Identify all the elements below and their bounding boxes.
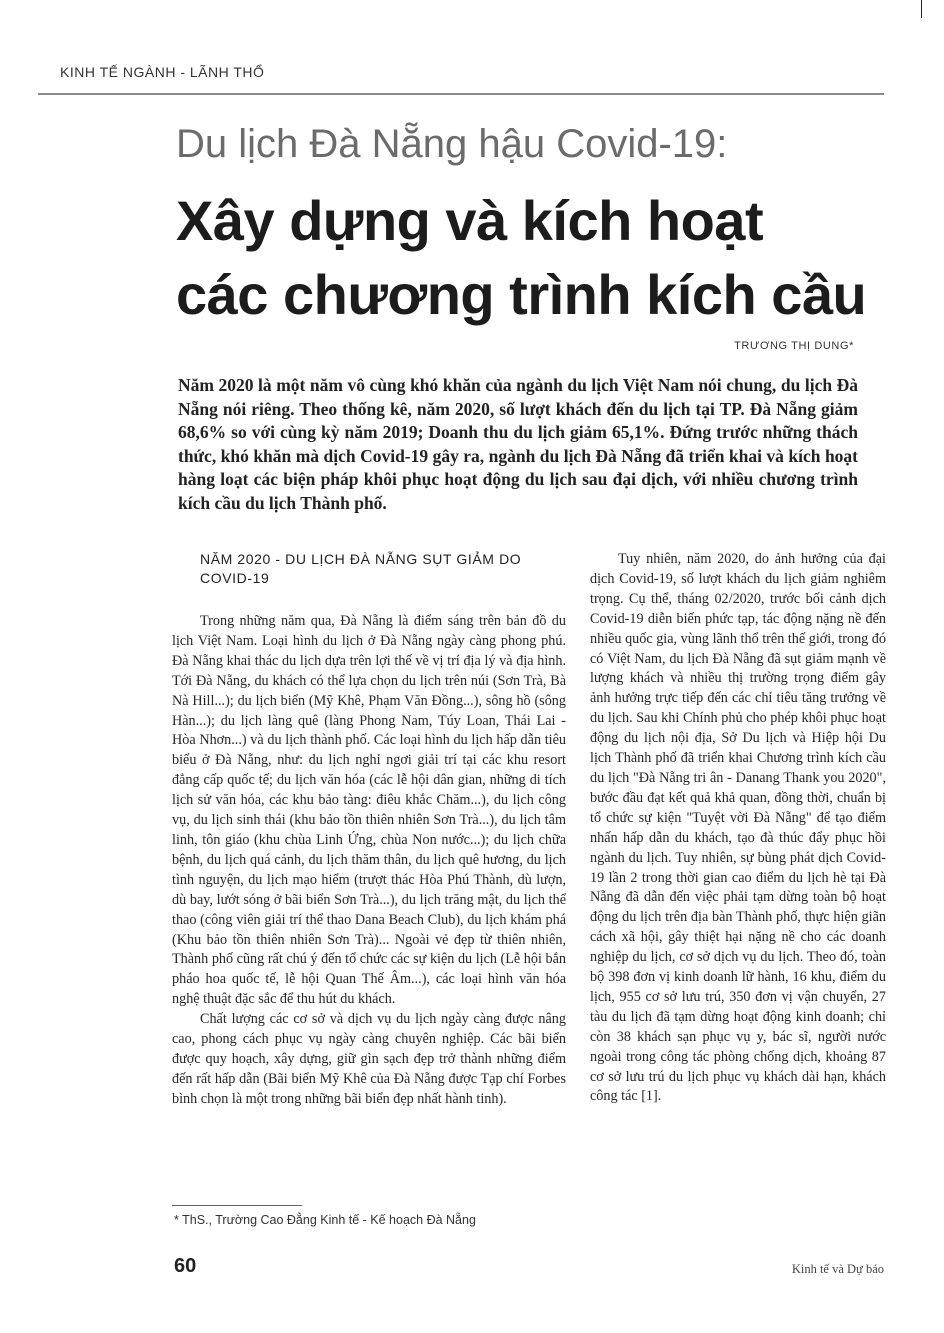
left-column: [172, 550, 566, 1110]
journal-name: Kinh tế và Dự báo: [791, 1262, 884, 1276]
body-paragraph: Tuy nhiên, năm 2020, do ảnh hưởng của đại dịch Covid-19, số lượt khách du lịch giảm nghiêm trọng. Cụ thể, tháng 02/2020, trước bối cảnh dịch Covid-19 diễn biến phức tạp, tác động nặng nề đến nhiều quốc gia, vùng lãnh thổ trên thế giới, trong đó có Việt Nam, du lịch Đà Nẵng đã sụt giảm mạnh về lượng khách và nhiều thị trường trọng điểm gây ảnh hưởng trực tiếp đến các chỉ tiêu tăng trưởng về du lịch. Sau khi Chính phủ cho phép khôi phục hoạt động du lịch nội địa, Sở Du lịch và Hiệp hội Du lịch Thành phố đã triển khai Chương trình kích cầu du lịch "Đà Nẵng tri ân - Danang Thank you 2020", bước đầu đạt kết quả khả quan, đồng thời, chuẩn bị tổ chức sự kiện "Tuyệt vời Đà Nẵng" để tạo điểm nhấn hấp dẫn du khách, tạo đà thúc đẩy phục hồi ngành du lịch. Tuy nhiên, sự bùng phát dịch Covid-19 lần 2 trong thời gian cao điểm du lịch hè tại Đà Nẵng đã dẫn đến việc phải tạm dừng toàn bộ hoạt động du lịch trên địa bàn Thành phố, thực hiện giãn cách xã hội, gây thiệt hại nặng nề cho các doanh nghiệp du lịch, cơ sở dịch vụ du lịch. Theo đó, toàn bộ 398 đơn vị kinh doanh lữ hành, 16 khu, điểm du lịch, 955 cơ sở lưu trú, 350 đơn vị vận chuyển, 27 tàu du lịch đã tạm dừng hoạt động kinh doanh; chỉ còn 38 khách sạn phục vụ y, bác sĩ, người nước ngoài trong công tác phòng chống dịch, khoảng 87 cơ sở lưu trú du lịch phục vụ khách dài hạn, khách công tác [1].: [590, 551, 886, 1105]
section-heading: NĂM 2020 - DU LỊCH ĐÀ NẴNG SỤT GIẢM DO COVID-19: [200, 551, 522, 586]
footnote-divider: [172, 1205, 302, 1206]
section-label: KINH TẾ NGÀNH - LÃNH THỔ: [60, 64, 265, 80]
article-title-line-1: Xây dựng và kích hoạt: [176, 189, 764, 252]
crop-mark: [921, 0, 922, 18]
author-footnote: * ThS., Trường Cao Đẳng Kinh tế - Kế hoạch Đà Nẵng: [174, 1213, 476, 1227]
body-paragraph: Chất lượng các cơ sở và dịch vụ du lịch ngày càng được nâng cao, phong cách phục vụ ngày càng chuyên nghiệp. Các bãi biển được quy hoạch, xây dựng, giữ gìn sạch đẹp trở thành những điểm đến rất hấp dẫn (Bãi biển Mỹ Khê của Đà Nẵng được Tạp chí Forbes bình chọn là một trong những bãi biển đẹp nhất hành tinh).: [172, 1011, 566, 1107]
body-paragraph: Trong những năm qua, Đà Nẵng là điểm sáng trên bản đồ du lịch Việt Nam. Loại hình du lịch ở Đà Nẵng ngày càng phong phú. Đà Nẵng khai thác du lịch dựa trên lợi thế về vị trí địa lý và địa hình. Tới Đà Nẵng, du khách có thể lựa chọn du lịch trên núi (Sơn Trà, Bà Nà Hill...); du lịch biển (Mỹ Khê, Phạm Văn Đồng...), sông hồ (sông Hàn...); du lịch làng quê (làng Phong Nam, Túy Loan, Thái Lai - Hòa Nhơn...) và du lịch thành phố. Các loại hình du lịch hấp dẫn tiêu biểu ở Đà Nẵng, như: du lịch nghỉ ngơi giải trí tại các khu resort đẳng cấp quốc tế; du lịch văn hóa (các lễ hội dân gian, những di tích lịch sử văn hóa, các khu bảo tàng: điêu khắc Chăm...), du lịch công vụ, du lịch sinh thái (khu bảo tồn thiên nhiên Sơn Trà...), du lịch tâm linh, tôn giáo (khu chùa Linh Ứng, chùa Non nước...); du lịch chữa bệnh, du lịch quá cảnh, du lịch thăm thân, du lịch quê hương, du lịch tình nguyện, du lịch mạo hiểm (trượt thác Hòa Phú Thành, dù lượn, dù bay, lướt sóng ở bãi biển Sơn Trà...), du lịch trăng mật, du lịch thể thao (công viên giải trí thể thao Dana Beach Club), du lịch khám phá (Khu bảo tồn thiên nhiên Sơn Trà)... Ngoài vẻ đẹp từ thiên nhiên, Thành phố cũng rất chú ý đến tổ chức các sự kiện du lịch (Lễ hội bắn pháo hoa quốc tế, lễ hội Quan Thế Âm...), các loại hình văn hóa nghệ thuật đặc sắc để thu hút du khách.: [172, 613, 566, 1008]
right-column: [590, 550, 886, 1107]
article-title-line-2: các chương trình kích cầu: [176, 263, 867, 326]
article-title-kicker: Du lịch Đà Nẵng hậu Covid-19:: [176, 122, 728, 166]
header-divider: [38, 93, 884, 95]
article-abstract: Năm 2020 là một năm vô cùng khó khăn của ngành du lịch Việt Nam nói chung, du lịch Đà Nẵng nói riêng. Theo thống kê, năm 2020, số lượt khách đến du lịch tại TP. Đà Nẵng giảm 68,6% so với cùng kỳ năm 2019; Doanh thu du lịch giảm 65,1%. Đứng trước những thách thức, khó khăn mà dịch Covid-19 gây ra, ngành du lịch Đà Nẵng đã triển khai và kích hoạt hàng loạt các biện pháp khôi phục hoạt động du lịch sau đại dịch, với nhiều chương trình kích cầu du lịch Thành phố.: [178, 375, 858, 513]
author-byline: TRƯƠNG THỊ DUNG*: [734, 340, 854, 352]
page-number: 60: [174, 1255, 197, 1277]
